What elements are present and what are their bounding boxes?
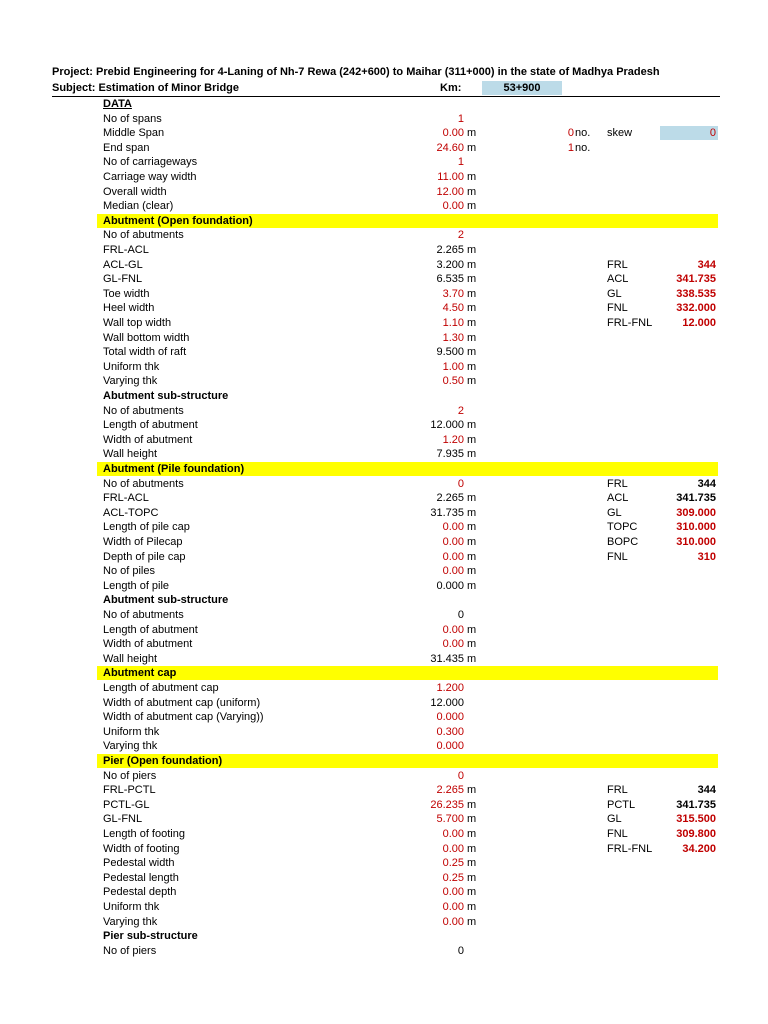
row-unit: m [467,857,477,870]
sheet-row [0,418,768,433]
level-value-cell[interactable]: 310.000 [676,536,716,548]
row-unit: m [467,331,477,344]
row-value-cell[interactable]: 2 [457,404,464,417]
row-unit: m [467,901,477,913]
sheet-row [0,871,768,886]
row-unit: m [467,828,477,840]
row-unit: m [467,448,477,461]
level-label: FRL [607,258,628,271]
row-value-cell[interactable]: 9.500 [436,346,464,359]
section-heading: Abutment (Open foundation) [103,214,253,227]
level-label: TOPC [607,521,638,534]
sheet-row [0,126,768,141]
level-label: FRL [607,784,628,797]
row-label: No of carriageways [103,156,198,169]
row-label: FRL-ACL [103,492,149,505]
level-value-cell[interactable]: 12.000 [682,317,716,329]
row-label: No of abutments [103,229,184,242]
row-unit: m [467,433,477,446]
level-value-cell[interactable]: 341.735 [676,492,716,505]
row-label: Wall height [103,448,158,461]
sheet-row [0,798,768,813]
section-heading: Pier sub-structure [103,930,198,943]
sheet-row [0,783,768,798]
sheet-row [0,535,768,550]
row-value-cell[interactable]: 4.50 [442,302,464,315]
km-value-cell[interactable]: 53+900 [482,81,562,95]
sheet-row [0,710,768,725]
level-value-cell[interactable]: 309.800 [676,828,716,840]
row-value-cell[interactable]: 3.70 [442,287,464,300]
sheet-row [0,944,768,959]
row-unit: m [467,185,477,198]
section-heading: Abutment (Pile foundation) [103,463,245,475]
level-value-cell[interactable]: 315.500 [676,813,716,826]
sheet-row [0,462,768,477]
row-value-cell[interactable]: 0.300 [436,725,464,738]
row-value-cell[interactable]: 0.00 [442,901,464,913]
sheet-row [0,199,768,214]
row-label: Length of pile cap [103,521,190,534]
row-label: No of spans [103,112,162,125]
row-value-cell[interactable]: 0.000 [436,711,464,724]
row-label: Width of abutment [103,433,193,446]
row-value-cell[interactable]: 0.00 [442,521,464,534]
row-unit: m [467,171,477,183]
sheet-row [0,696,768,711]
row-label: Uniform thk [103,901,160,913]
sheet-row [0,754,768,769]
row-unit: m [467,915,477,928]
sheet-row [0,725,768,740]
row-unit: m [467,127,477,140]
row-unit: m [467,287,477,300]
row-value-cell[interactable]: 2 [457,229,464,242]
row-label: GL-FNL [103,813,143,826]
sheet-row [0,360,768,375]
km-label: Km: [440,82,462,94]
row-label: Width of Pilecap [103,536,183,548]
row-value-cell[interactable]: 12.000 [430,419,464,432]
level-label: GL [607,287,622,300]
row-value-cell[interactable]: 0.00 [442,886,464,899]
sheet-row [0,287,768,302]
row-label: Carriage way width [103,171,197,183]
row-unit: m [467,638,477,651]
row-value-cell[interactable]: 0.000 [436,579,464,592]
sheet-row [0,374,768,389]
row-value-cell[interactable]: 0.00 [442,828,464,840]
row-label: No of abutments [103,404,184,417]
row-value-cell[interactable]: 2.265 [436,492,464,505]
section-heading: Abutment cap [103,667,177,680]
level-value-cell[interactable]: 332.000 [676,302,716,315]
row-value-cell[interactable]: 0.00 [442,623,464,636]
row-value-cell[interactable]: 0.00 [442,915,464,928]
row-value-cell[interactable]: 0.00 [442,842,464,855]
sheet-row [0,477,768,492]
row-label: ACL-GL [103,258,143,271]
subject-title: Subject: Estimation of Minor Bridge [52,82,240,94]
row-label: Width of abutment cap (uniform) [103,696,261,709]
row-value-cell[interactable]: 26.235 [430,798,464,811]
sheet-row [0,842,768,857]
row-value-cell[interactable]: 0.00 [442,536,464,548]
sheet-row [0,652,768,667]
row-label: Pedestal depth [103,886,177,899]
row-label: No of piers [103,944,157,957]
row-label: Varying thk [103,915,158,928]
row-unit: m [467,652,477,665]
section-heading: Abutment sub-structure [103,594,229,607]
sheet-row [0,550,768,565]
row-value-cell[interactable]: 2.265 [436,784,464,797]
row-label: Length of pile [103,579,170,592]
row-label: Median (clear) [103,200,174,213]
row-value-cell[interactable]: 0.00 [442,200,464,213]
level-label: ACL [607,273,629,286]
row-label: Width of abutment [103,638,193,651]
level-label: FNL [607,828,628,840]
row-value-cell[interactable]: 1.30 [442,331,464,344]
sheet-row [0,900,768,915]
row-value-cell[interactable]: 1.20 [442,433,464,446]
level-value-cell[interactable]: 310.000 [676,521,716,534]
level-value-cell[interactable]: 310 [697,550,716,563]
row-label: No of abutments [103,477,184,490]
row-label: Width of footing [103,842,180,855]
row-value-cell[interactable]: 1.00 [442,360,464,373]
sheet-row [0,228,768,243]
sheet-row [0,506,768,521]
row-unit: m [467,521,477,534]
row-unit: m [467,886,477,899]
sheet-row [0,623,768,638]
sheet-row [0,214,768,229]
row-unit: m [467,813,477,826]
count-unit: no. [575,141,591,154]
row-label: Length of abutment [103,419,198,432]
section-highlight [97,666,718,680]
row-unit: m [467,302,477,315]
row-unit: m [467,244,477,256]
row-unit: m [467,842,477,855]
level-label: GL [607,813,622,826]
sheet-row [0,404,768,419]
row-value-cell[interactable]: 0 [457,477,464,490]
row-value-cell[interactable]: 12.000 [430,696,464,709]
row-value-cell[interactable]: 31.435 [430,652,464,665]
sheet-row [0,520,768,535]
level-value-cell[interactable]: 341.735 [676,798,716,811]
row-label: FRL-ACL [103,244,149,256]
row-value-cell[interactable]: 12.00 [436,185,464,198]
skew-value-cell[interactable]: 0 [709,127,716,140]
row-value-cell[interactable]: 0.50 [442,375,464,388]
sheet-row [0,316,768,331]
sheet-row [0,243,768,258]
sheet-row [0,345,768,360]
level-label: FRL-FNL [607,317,653,329]
row-unit: m [467,536,477,548]
sheet-row [0,170,768,185]
sheet-row [0,666,768,681]
row-label: End span [103,141,150,154]
row-label: Wall top width [103,317,172,329]
row-unit: m [467,565,477,578]
level-label: GL [607,506,622,519]
row-label: Overall width [103,185,167,198]
sheet-row [0,739,768,754]
row-label: Heel width [103,302,155,315]
count-value-cell[interactable]: 0 [567,127,574,140]
sheet-row [0,681,768,696]
sheet-row [0,885,768,900]
sheet-row [0,769,768,784]
sheet-row [0,389,768,404]
row-label: Varying thk [103,740,158,753]
row-unit: m [467,419,477,432]
row-unit: m [467,871,477,884]
row-value-cell[interactable]: 0.25 [442,857,464,870]
sheet-row [0,929,768,944]
sheet-row [0,433,768,448]
level-label: FRL-FNL [607,842,653,855]
row-value-cell[interactable]: 6.535 [436,273,464,286]
row-unit: m [467,798,477,811]
level-value-cell[interactable]: 34.200 [682,842,716,855]
level-value-cell[interactable]: 344 [697,784,716,797]
sheet-row [0,637,768,652]
row-label: PCTL-GL [103,798,150,811]
row-value-cell[interactable]: 0 [457,944,464,957]
row-label: Uniform thk [103,725,160,738]
row-label: No of piles [103,565,155,578]
row-label: Uniform thk [103,360,160,373]
level-label: FRL [607,477,628,490]
row-unit: m [467,346,477,359]
row-value-cell[interactable]: 0.000 [436,740,464,753]
row-value-cell[interactable]: 0.00 [442,638,464,651]
row-unit: m [467,200,477,213]
row-label: GL-FNL [103,273,143,286]
row-label: Wall bottom width [103,331,190,344]
row-label: Pedestal length [103,871,179,884]
level-label: skew [607,127,633,140]
level-value-cell[interactable]: 309.000 [676,506,716,519]
sheet-row [0,97,768,112]
sheet-row [0,258,768,273]
row-label: Depth of pile cap [103,550,186,563]
sheet-row [0,856,768,871]
sheet-row [0,141,768,156]
sheet-row [0,331,768,346]
row-value-cell[interactable]: 0.00 [442,127,464,140]
row-label: Pedestal width [103,857,175,870]
row-unit: m [467,784,477,797]
row-label: No of piers [103,769,157,782]
row-label: FRL-PCTL [103,784,156,797]
sheet-row [0,564,768,579]
sheet-row [0,112,768,127]
row-unit: m [467,506,477,519]
row-value-cell[interactable]: 0 [457,609,464,621]
row-label: Wall height [103,652,158,665]
level-label: BOPC [607,536,639,548]
row-value-cell[interactable]: 0.00 [442,550,464,563]
level-label: FNL [607,302,628,315]
count-value-cell[interactable]: 1 [567,141,574,154]
row-label: Length of footing [103,828,185,840]
row-unit: m [467,273,477,286]
level-value-cell[interactable]: 344 [697,258,716,271]
row-label: Total width of raft [103,346,187,359]
row-value-cell[interactable]: 5.700 [436,813,464,826]
row-unit: m [467,258,477,271]
sheet-row [0,301,768,316]
row-label: ACL-TOPC [103,506,159,519]
row-unit: m [467,375,477,388]
level-value-cell[interactable]: 344 [697,477,716,490]
row-value-cell[interactable]: 7.935 [436,448,464,461]
project-title: Project: Prebid Engineering for 4-Laning of Nh-7 Rewa (242+600) to Maihar (311+000) in the state of Madhya Pradesh [52,66,660,78]
sheet-row [0,593,768,608]
sheet-row [0,185,768,200]
section-heading: Abutment sub-structure [103,390,229,402]
row-value-cell[interactable]: 1 [457,112,464,125]
level-label: FNL [607,550,628,563]
row-value-cell[interactable]: 24.60 [436,141,464,154]
row-label: No of abutments [103,609,184,621]
row-value-cell[interactable]: 1 [457,156,464,169]
sheet-row [0,579,768,594]
level-value-cell[interactable]: 341.735 [676,273,716,286]
row-value-cell[interactable]: 31.735 [430,506,464,519]
row-value-cell[interactable]: 1.200 [436,682,464,694]
row-value-cell[interactable]: 0.00 [442,565,464,578]
row-unit: m [467,550,477,563]
row-unit: m [467,360,477,373]
row-unit: m [467,579,477,592]
section-heading: DATA [103,98,132,110]
row-unit: m [467,317,477,329]
row-label: Varying thk [103,375,158,388]
row-label: Length of abutment cap [103,682,219,694]
row-label: Width of abutment cap (Varying)) [103,711,264,724]
row-unit: m [467,492,477,505]
row-value-cell[interactable]: 0.25 [442,871,464,884]
row-value-cell[interactable]: 3.200 [436,258,464,271]
row-label: Toe width [103,287,150,300]
sheet-row [0,915,768,930]
row-value-cell[interactable]: 0 [457,769,464,782]
sheet-row [0,155,768,170]
sheet-row [0,827,768,842]
row-unit: m [467,141,477,154]
row-unit: m [467,623,477,636]
row-value-cell[interactable]: 2.265 [436,244,464,256]
sheet-row [0,272,768,287]
section-heading: Pier (Open foundation) [103,755,223,767]
sheet-row [0,447,768,462]
row-label: Length of abutment [103,623,198,636]
level-value-cell[interactable]: 338.535 [676,287,716,300]
sheet-row [0,608,768,623]
count-unit: no. [575,127,591,140]
row-value-cell[interactable]: 1.10 [442,317,464,329]
row-label: Middle Span [103,127,165,140]
row-value-cell[interactable]: 11.00 [437,171,464,183]
level-label: ACL [607,492,629,505]
level-label: PCTL [607,798,636,811]
sheet-row [0,491,768,506]
sheet-row [0,812,768,827]
